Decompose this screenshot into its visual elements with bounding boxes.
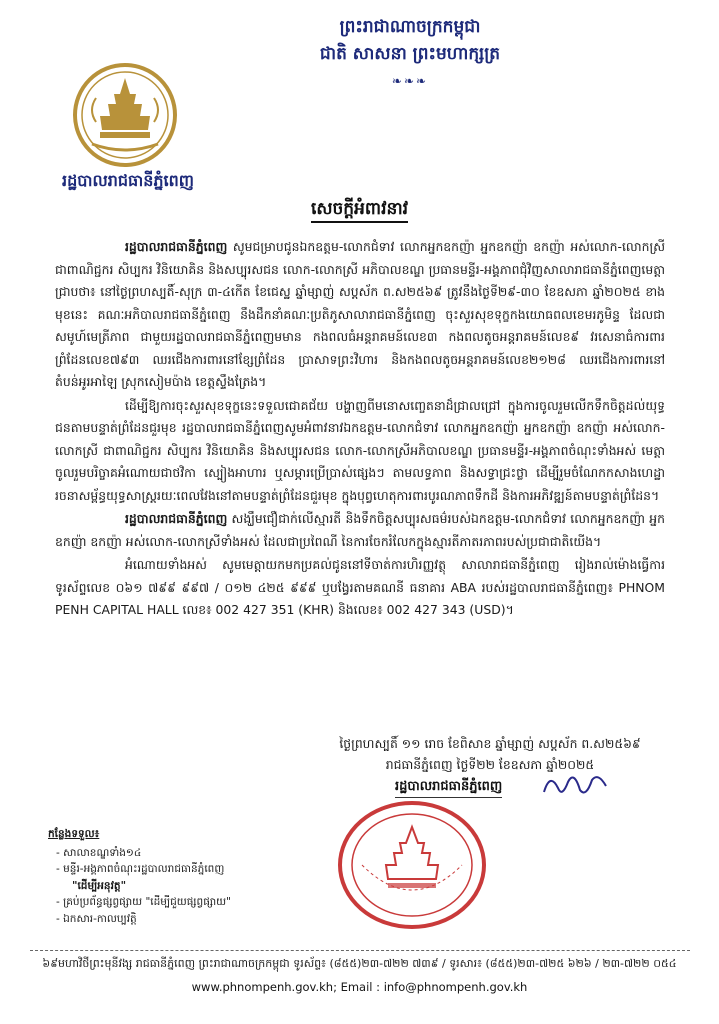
recipient-item: - សាលាខណ្ឌទាំង១៤ xyxy=(56,846,142,859)
header-ornament: ❧❧❧ xyxy=(391,74,429,88)
solar-date: រាជធានីភ្នំពេញ ថ្ងៃទី២២ ខែឧសភា ឆ្នាំ២០២៥ xyxy=(385,757,595,772)
email-label: Email : xyxy=(340,980,381,994)
paragraph-4 xyxy=(55,554,665,622)
recipients-list xyxy=(48,826,258,927)
date-block xyxy=(300,733,680,775)
document-title-text: សេចក្តីអំពាវនាវ xyxy=(311,199,408,223)
email-link[interactable]: info@phnompenh.gov.kh xyxy=(383,980,528,994)
paragraph-3-text: សង្ឃឹមជឿជាក់លើស្មារតី និងទឹកចិត្តសប្បុរសធម៌របស់ឯកឧត្តម-លោកជំទាវ លោកអ្នកឧកញ៉ា អ្នកឧកញ៉ា ឧកញ៉ា អស់លោក-លោកស្រីទាំងអស់ ដែលជាប្រពៃណី នៃការចែករំលែកក្នុងស្មារតីភាតរភាពរបស់ប្រជាជាតិយើង។ xyxy=(55,511,665,549)
document-body xyxy=(55,236,665,623)
recipient-item: - គ្រប់ប្រព័ន្ធផ្សព្វផ្សាយ "ដើម្បីជួយផ្សព្វផ្សាយ" xyxy=(56,896,232,908)
recipient-item: - ឯកសារ-កាលប្បវត្តិ xyxy=(56,912,137,925)
paragraph-3 xyxy=(55,508,665,553)
footer-contacts: www.phnompenh.gov.kh; Email : info@phnompenh.gov.kh xyxy=(191,980,528,994)
official-seal-icon xyxy=(332,795,492,935)
lunar-date: ថ្ងៃព្រហស្បតិ៍ ១១ រោច ខែពិសាខ ឆ្នាំម្សាញ់ សប្តស័ក ព.ស២៥៦៩ xyxy=(339,736,641,751)
paragraph-2-text: ដើម្បីឱ្យការចុះសួរសុខទុក្ខនេះទទួលជោគជ័យ បង្ហាញពីមនោសញ្ចេតនាដ៏ជ្រាលជ្រៅ ក្នុងការចូលរួមលើកទឹកចិត្តដល់យុទ្ធជនតាមបន្ទាត់ព្រំដែនជួរមុខ រដ្ឋបាលរាជធានីភ្នំពេញសូមអំពាវនាវឯកឧត្តម-លោកជំទាវ លោកអ្នកឧកញ៉ា អ្នកឧកញ៉ា ឧកញ៉ា អស់លោក-លោកស្រី ជាពាណិជ្ជករ សិប្បករ វិនិយោគិន និងសប្បុរសជន លោក-លោកស្រីអភិបាលខណ្ឌ ប្រធានមន្ទីរ-អង្គភាពចំណុះទាំងអស់ មេត្តាចូលរួមបរិច្ចាគអំណោយជាថវិកា ស្បៀងអាហារ ឬសម្ភារប្រើប្រាស់ផ្សេងៗ តាមលទ្ធភាព និងសទ្ធាជ្រះថ្លា ដើម្បីរួមចំណែកកសាងហេដ្ឋារចនាសម្ព័ន្ធយុទ្ធសាស្ត្ររយៈពេលវែងនៅតាមបន្ទាត់ព្រំដែនជួរមុខ ក្នុងបុព្វហេតុការពារបូរណភាពទឹកដី និងការអភិវឌ្ឍន៍តាមបន្ទាត់ព្រំដែន។ xyxy=(55,397,665,503)
website-link[interactable]: www.phnompenh.gov.kh xyxy=(191,980,334,994)
document-title xyxy=(0,198,719,223)
recipient-item-note: "ដើម្បីអនុវត្ត" xyxy=(72,879,127,892)
signer-name: រដ្ឋបាលរាជធានីភ្នំពេញ xyxy=(395,778,502,798)
kingdom-header xyxy=(200,14,620,95)
issuing-agency: រដ្ឋបាលរាជធានីភ្នំពេញ xyxy=(61,171,195,190)
paragraph-4-text: អំណោយទាំងអស់ សូមមេត្តាយកមកប្រគល់ជូននៅទីចាត់ការហិរញ្ញវត្ថុ សាលារាជធានីភ្នំពេញ រៀងរាល់ម៉ោងធ្វើការ ទូរស័ព្ទលេខ ០៦១ ៧៩៩ ៩៩៧ / ០១២ ៤២៥ ៩៩៩ ឬបង្វែរតាមគណនី ធនាគារ ABA របស់រដ្ឋបាលរាជធានីភ្នំពេញ៖ PHNOM PENH CAPITAL HALL លេខ៖ 002 427 351 (KHR) និងលេខ៖ 002 427 343 (USD)។ xyxy=(55,557,665,617)
paragraph-2 xyxy=(55,395,665,508)
paragraph-1-lead: រដ្ឋបាលរាជធានីភ្នំពេញ xyxy=(125,239,228,254)
footer-divider xyxy=(30,950,690,951)
national-motto: ជាតិ សាសនា ព្រះមហាក្សត្រ xyxy=(319,44,501,64)
paragraph-3-lead: រដ្ឋបាលរាជធានីភ្នំពេញ xyxy=(125,511,228,526)
kingdom-name: ព្រះរាជាណាចក្រកម្ពុជា xyxy=(339,17,481,37)
paragraph-1 xyxy=(55,236,665,394)
capital-emblem-icon xyxy=(70,60,180,170)
recipient-item: - មន្ទីរ-អង្គភាពចំណុះរដ្ឋបាលរាជធានីភ្នំពេញ xyxy=(56,863,225,875)
signature-scribble-icon xyxy=(540,768,610,802)
paragraph-1-text: សូមជម្រាបជូនឯកឧត្តម-លោកជំទាវ លោកអ្នកឧកញ៉ា អ្នកឧកញ៉ា ឧកញ៉ា អស់លោក-លោកស្រី ជាពាណិជ្ជករ សិប្បករ វិនិយោគិន និងសប្បុរសជន លោក-លោកស្រី អភិបាលខណ្ឌ ប្រធានមន្ទីរ-អង្គភាពជុំវិញសាលារាជធានីភ្នំពេញមេត្តាជ្រាបថា៖ នៅថ្ងៃព្រហស្បតិ៍-សុក្រ ៣-៤កើត ខែជេស្ឋ ឆ្នាំម្សាញ់ សប្តស័ក ព.ស២៥៦៩ ត្រូវនឹងថ្ងៃទី២៩-៣០ ខែឧសភា ឆ្នាំ២០២៥ ខាងមុខនេះ គណៈអភិបាលរាជធានីភ្នំពេញ នឹងដឹកនាំគណៈប្រតិភូសាលារាជធានីភ្នំពេញ ចុះសួរសុខទុក្ខកងយោធពលខេមរភូមិន្ទ ដែលជាសមូហ៍មេត្រីភាព ជាមួយរដ្ឋបាលរាជធានីភ្នំពេញមមាន កងពលធំអន្តរាគមន៍លេខ៣ កងពលតូចអន្តរាគមន៍លេខ៩ វរសេនាធំការពារព្រំដែនលេខ៧៩៣ ឈរជើងការពារនៅខ្សែព្រំដែន ប្រាសាទព្រះវិហារ និងកងពលតូចអន្តរាគមន៍លេខ២១២៨ ឈរជើងការពារនៅតំបន់អូរអាឡៃ ស្រុកសៀមប៉ាង ខេត្តស្ទឹងត្រែង។ xyxy=(55,239,665,389)
footer-address: ៦៩មហាវិថីព្រះមុនីវង្ស រាជធានីភ្នំពេញ ព្រះរាជាណាចក្រកម្ពុជា ទូរស័ព្ទ៖ (៨៥៥)២៣-៧២២ ៧៣៩ / ទូរសារ៖ (៨៥៥)២៣-៧២៥ ៦២៦ / ២៣-៧២២ ០៥៤ xyxy=(42,957,677,970)
recipients-heading: កន្លែងទទួល៖ xyxy=(48,828,100,840)
